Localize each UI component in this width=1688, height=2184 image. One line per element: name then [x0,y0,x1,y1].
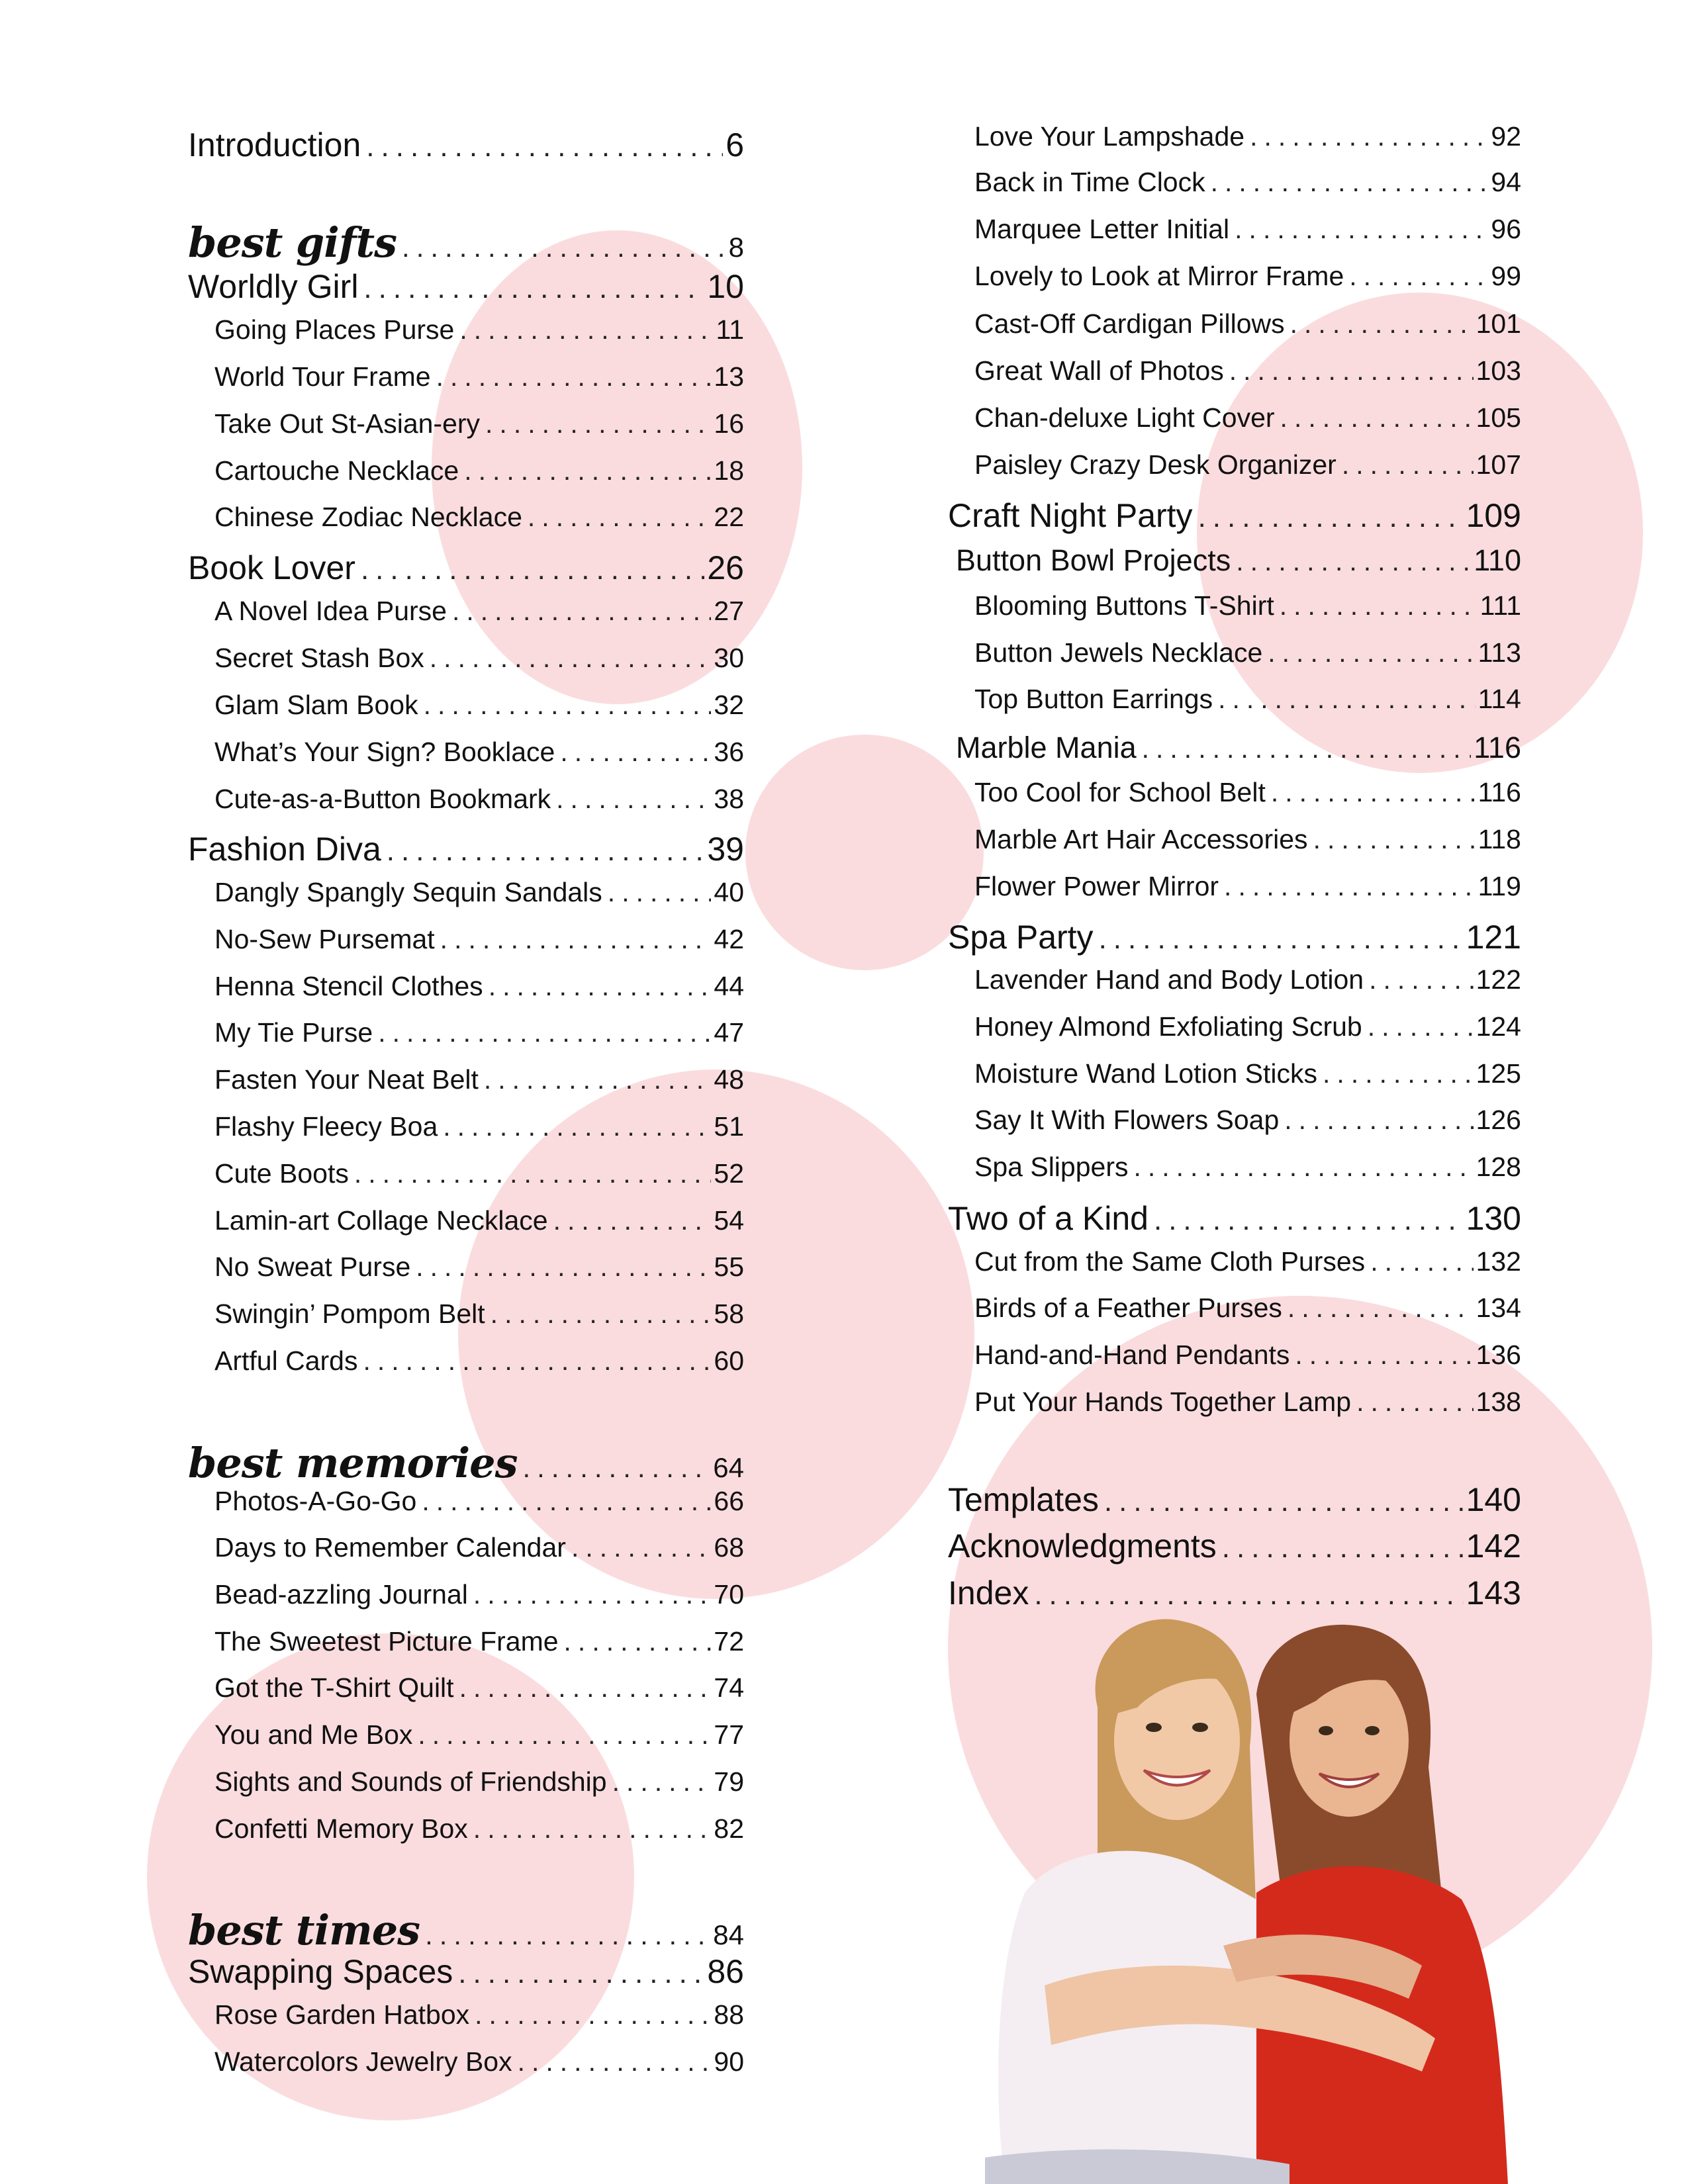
toc-page-number: 84 [713,1919,744,1950]
dot-leader [560,737,711,768]
dot-leader [1133,1152,1473,1183]
toc-page-number: 79 [714,1766,744,1797]
toc-entry-got-the-t-shirt-quilt [188,1672,744,1704]
toc-page-number: 10 [707,268,744,305]
toc-page-number: 40 [714,877,744,907]
toc-entry-index [948,1574,1521,1612]
toc-page-number: 107 [1476,449,1521,480]
toc-entry-no-sew-pursemat [188,924,744,955]
toc-entry-title: Book Lover [188,549,355,586]
dot-leader [553,1205,712,1236]
toc-entry-title: Marble Art Hair Accessories [974,824,1308,854]
toc-entry-title: Lamin-art Collage Necklace [214,1205,548,1236]
toc-entry-title: Moisture Wand Lotion Sticks [974,1058,1318,1089]
toc-page-number: 8 [728,232,744,263]
toc-entry-title: Swingin’ Pompom Belt [214,1298,485,1329]
dot-leader [612,1766,712,1797]
toc-entry-chan-deluxe-light-cover [948,402,1521,433]
toc-entry-title: Artful Cards [214,1345,358,1376]
toc-entry-title: Honey Almond Exfoliating Scrub [974,1011,1362,1042]
toc-entry-cast-off-cardigan-pillows [948,308,1521,340]
toc-page-number: 11 [716,314,744,345]
photo-two-girls-hugging [945,1615,1640,2184]
toc-entry-watercolors-jewelry-box [188,2046,744,2077]
toc-entry-title: Fasten Your Neat Belt [214,1064,479,1095]
toc-entry-button-bowl-projects [948,543,1521,578]
toc-entry-glam-slam-book [188,690,744,721]
toc-entry-best-gifts [188,218,744,267]
girls-illustration [945,1615,1640,2184]
toc-entry-title: Flashy Fleecy Boa [214,1111,438,1142]
toc-entry-craft-night-party [948,496,1521,535]
toc-page-number: 64 [713,1452,744,1483]
toc-page-number: 30 [714,643,744,673]
toc-entry-button-jewels-necklace [948,637,1521,668]
dot-leader [1229,355,1474,387]
dot-leader [484,1064,712,1095]
toc-entry-two-of-a-kind [948,1199,1521,1238]
dot-leader [1290,308,1474,340]
toc-entry-title: Flower Power Mirror [974,871,1219,901]
dot-leader [464,455,711,486]
toc-entry-going-places-purse [188,314,744,345]
toc-entry-moisture-wand-lotion-sticks [948,1058,1521,1089]
toc-entry-title: Birds of a Feather Purses [974,1293,1282,1323]
toc-page-number: 27 [714,596,744,626]
toc-entry-artful-cards [188,1345,744,1377]
dot-leader [528,502,711,533]
dot-leader [424,690,712,721]
decorative-bubble [458,1069,974,1599]
dot-leader [378,1017,711,1048]
toc-page-number: 90 [714,2046,744,2077]
toc-entry-fasten-your-neat-belt [188,1064,744,1095]
toc-entry-title: Secret Stash Box [214,643,424,673]
toc-entry-title: Lavender Hand and Body Lotion [974,964,1364,995]
toc-entry-title: Rose Garden Hatbox [214,1999,470,2030]
toc-page-number: 94 [1491,167,1521,197]
toc-entry-worldly-girl [188,267,744,306]
toc-entry-title: Bead-azzling Journal [214,1579,468,1610]
toc-page-number: 140 [1466,1481,1521,1518]
toc-entry-title: Watercolors Jewelry Box [214,2046,512,2077]
dot-leader [430,643,712,674]
toc-page-number: 101 [1476,308,1521,339]
toc-page-number: 103 [1476,355,1521,386]
toc-page-number: 16 [714,408,744,439]
toc-page-number: 132 [1476,1246,1521,1277]
toc-entry-title: Fashion Diva [188,831,381,868]
toc-page-number: 72 [714,1626,744,1657]
dot-leader [1250,121,1488,152]
toc-entry-fashion-diva [188,830,744,868]
dot-leader [459,1672,712,1704]
toc-entry-marquee-letter-initial [948,214,1521,245]
toc-page-number: 105 [1476,402,1521,433]
toc-entry-book-lover [188,549,744,587]
toc-page-number: 60 [714,1345,744,1376]
dot-leader [608,877,712,908]
dot-leader [523,1452,711,1484]
toc-entry-dangly-spangly-sequin-sandals [188,877,744,908]
dot-leader [1368,1011,1474,1042]
toc-entry-say-it-with-flowers-soap [948,1105,1521,1136]
toc-entry-title: No-Sew Pursemat [214,924,435,954]
toc-page-number: 6 [726,126,744,163]
toc-page-number: 126 [1476,1105,1521,1135]
toc-entry-a-novel-idea-purse [188,596,744,627]
toc-page-number: 142 [1466,1527,1521,1565]
toc-entry-title: Say It With Flowers Soap [974,1105,1280,1135]
toc-entry-flashy-fleecy-boa [188,1111,744,1142]
toc-entry-title: Chan-deluxe Light Cover [974,402,1275,433]
toc-page-number: 58 [714,1298,744,1329]
toc-entry-acknowledgments [948,1527,1521,1565]
toc-entry-title: Confetti Memory Box [214,1813,468,1844]
toc-entry-lovely-to-look-at-mirror-frame [948,261,1521,292]
dot-leader [416,1251,711,1283]
dot-leader [571,1532,711,1563]
dot-leader [1268,637,1475,668]
dot-leader [1224,871,1476,902]
toc-page-number: 136 [1476,1340,1521,1370]
dot-leader [489,971,712,1002]
toc-entry-title: Going Places Purse [214,314,455,345]
toc-entry-secret-stash-box [188,643,744,674]
dot-leader [459,314,713,345]
dot-leader [491,1298,712,1330]
dot-leader [402,232,726,263]
dot-leader [422,1486,711,1517]
toc-page-number: 26 [707,549,744,586]
toc-entry-best-memories [188,1439,744,1487]
toc-page-number: 114 [1477,684,1521,714]
toc-entry-title: Too Cool for School Belt [974,777,1266,807]
toc-page-number: 113 [1477,637,1521,668]
toc-entry-great-wall-of-photos [948,355,1521,387]
toc-entry-cut-from-the-same-cloth-purses [948,1246,1521,1277]
toc-entry-you-and-me-box [188,1719,744,1751]
toc-page-number: 134 [1476,1293,1521,1323]
dot-leader [418,1719,711,1751]
toc-entry-title: Photos-A-Go-Go [214,1486,417,1516]
toc-entry-title: Paisley Crazy Desk Organizer [974,449,1336,480]
toc-entry-introduction [188,126,744,164]
dot-leader [1295,1340,1473,1371]
toc-entry-title: World Tour Frame [214,361,431,392]
toc-entry-title: Take Out St-Asian-ery [214,408,481,439]
dot-leader [452,596,711,627]
toc-entry-title: Days to Remember Calendar [214,1532,566,1563]
dot-leader [556,784,711,815]
dot-leader [1034,1578,1463,1612]
dot-leader [1356,1387,1473,1418]
toc-entry-blooming-buttons-t-shirt [948,590,1521,621]
toc-page-number: 44 [714,971,744,1001]
toc-entry-marble-art-hair-accessories [948,824,1521,855]
dot-leader [475,1999,711,2030]
dot-leader [1235,214,1488,245]
toc-entry-title: Glam Slam Book [214,690,418,720]
toc-entry-spa-party [948,918,1521,956]
toc-entry-title: Marble Mania [956,731,1137,764]
toc-entry-top-button-earrings [948,684,1521,715]
toc-entry-lamin-art-collage-necklace [188,1205,744,1236]
toc-page-number: 52 [714,1158,744,1189]
toc-entry-title: No Sweat Purse [214,1251,411,1282]
toc-page-number: 68 [714,1532,744,1563]
dot-leader [564,1626,712,1657]
toc-page-number: 48 [714,1064,744,1095]
dot-leader [425,1919,710,1951]
dot-leader [1280,402,1474,433]
toc-entry-title: Cast-Off Cardigan Pillows [974,308,1285,339]
toc-entry-title: Back in Time Clock [974,167,1205,197]
dot-leader [1211,167,1489,198]
dot-leader [1104,1485,1464,1518]
toc-entry-title: Love Your Lampshade [974,121,1245,152]
toc-page-number: 111 [1479,590,1521,621]
dot-leader [1288,1293,1474,1324]
toc-page-number: 55 [714,1251,744,1282]
dot-leader [1342,449,1474,480]
dot-leader [1142,733,1472,764]
toc-page-number: 74 [714,1672,744,1703]
toc-page-number: 18 [714,455,744,486]
toc-entry-birds-of-a-feather-purses [948,1293,1521,1324]
dot-leader [473,1813,712,1844]
toc-page-number: 116 [1474,731,1521,764]
toc-entry-title: Hand-and-Hand Pendants [974,1340,1290,1370]
toc-entry-title: Lovely to Look at Mirror Frame [974,261,1344,291]
toc-page-number: 122 [1476,964,1521,995]
dot-leader [1323,1058,1474,1089]
toc-page-number: 51 [714,1111,744,1142]
toc-entry-honey-almond-exfoliating-scrub [948,1011,1521,1042]
dot-leader [366,130,723,163]
toc-page-number: 119 [1477,871,1521,901]
dot-leader [436,361,712,392]
toc-entry-spa-slippers [948,1152,1521,1183]
toc-page-number: 92 [1491,121,1521,152]
dot-leader [473,1579,711,1610]
toc-entry-templates [948,1480,1521,1519]
toc-entry-title: Cute-as-a-Button Bookmark [214,784,551,814]
dot-leader [1284,1105,1473,1136]
toc-entry-cute-as-a-button-bookmark [188,784,744,815]
dot-leader [1099,923,1464,956]
toc-entry-title: Button Bowl Projects [956,543,1231,577]
dot-leader [363,272,704,305]
toc-entry-paisley-crazy-desk-organizer [948,449,1521,480]
toc-entry-title: Top Button Earrings [974,684,1213,714]
toc-entry-world-tour-frame [188,361,744,392]
toc-page-number: 86 [707,1953,744,1990]
dot-leader [440,924,712,955]
toc-entry-title: Got the T-Shirt Quilt [214,1672,454,1703]
dot-leader [485,408,711,439]
toc-entry-no-sweat-purse [188,1251,744,1283]
dot-leader [1154,1204,1464,1237]
toc-page-number: 96 [1491,214,1521,244]
dot-leader [1349,261,1488,292]
toc-entry-title: Put Your Hands Together Lamp [974,1387,1352,1417]
toc-entry-title: Button Jewels Necklace [974,637,1263,668]
toc-page-number: 138 [1476,1387,1521,1417]
dot-leader [1280,590,1477,621]
toc-entry-flower-power-mirror [948,871,1521,902]
dot-leader [1271,777,1476,808]
toc-page-number: 109 [1466,497,1521,534]
toc-entry-title: Dangly Spangly Sequin Sandals [214,877,602,907]
toc-entry-title: Spa Party [948,919,1094,956]
toc-entry-title: Two of a Kind [948,1200,1149,1237]
toc-page-number: 77 [714,1719,744,1750]
dot-leader [1313,824,1476,855]
toc-entry-days-to-remember-calendar [188,1532,744,1563]
dot-leader [354,1158,712,1189]
toc-entry-title: Cute Boots [214,1158,349,1189]
toc-page-number: 32 [714,690,744,720]
toc-page-number: 66 [714,1486,744,1516]
toc-entry-title: best gifts [188,218,397,267]
toc-entry-title: Great Wall of Photos [974,355,1224,386]
toc-entry-swapping-spaces [188,1952,744,1991]
toc-entry-title: My Tie Purse [214,1017,373,1048]
toc-page-number: 82 [714,1813,744,1844]
toc-entry-title: Swapping Spaces [188,1953,453,1990]
toc-entry-title: Marquee Letter Initial [974,214,1230,244]
dot-leader [1236,546,1471,577]
toc-entry-title: Blooming Buttons T-Shirt [974,590,1274,621]
toc-entry-title: Craft Night Party [948,497,1193,534]
toc-page-number: 38 [714,784,744,814]
toc-page-number: 42 [714,924,744,954]
toc-page-number: 70 [714,1579,744,1610]
toc-entry-take-out-st-asian-ery [188,408,744,439]
dot-leader [518,2046,712,2077]
toc-page-number: 22 [714,502,744,532]
dot-leader [363,1345,711,1377]
toc-entry-photos-a-go-go [188,1486,744,1517]
toc-entry-title: Templates [948,1481,1099,1518]
toc-entry-title: Acknowledgments [948,1527,1217,1565]
toc-page-number: 88 [714,1999,744,2030]
toc-entry-title: Sights and Sounds of Friendship [214,1766,607,1797]
toc-entry-confetti-memory-box [188,1813,744,1844]
dot-leader [443,1111,711,1142]
toc-page-number: 47 [714,1017,744,1048]
toc-entry-title: Chinese Zodiac Necklace [214,502,522,532]
toc-entry-title: best times [188,1906,420,1954]
toc-entry-best-times [188,1906,744,1954]
toc-page-number: 124 [1476,1011,1521,1042]
dot-leader [1198,501,1464,534]
toc-entry-title: best memories [188,1439,518,1487]
toc-entry-too-cool-for-school-belt [948,777,1521,808]
dot-leader [361,553,704,586]
toc-page-number: 143 [1466,1574,1521,1612]
dot-leader [387,835,705,868]
dot-leader [1370,1246,1473,1277]
toc-entry-what-s-your-sign-booklace [188,737,744,768]
toc-entry-title: A Novel Idea Purse [214,596,447,626]
toc-entry-title: Introduction [188,126,361,163]
toc-entry-back-in-time-clock [948,167,1521,198]
toc-page-number: 116 [1477,777,1521,807]
toc-entry-title: Henna Stencil Clothes [214,971,483,1001]
toc-entry-title: You and Me Box [214,1719,413,1750]
toc-entry-rose-garden-hatbox [188,1999,744,2030]
toc-entry-title: Cartouche Necklace [214,455,459,486]
toc-entry-love-your-lampshade [948,121,1521,152]
toc-entry-hand-and-hand-pendants [948,1340,1521,1371]
toc-page-number: 36 [714,737,744,767]
toc-entry-chinese-zodiac-necklace [188,502,744,533]
dot-leader [458,1957,704,1990]
toc-entry-bead-azzling-journal [188,1579,744,1610]
toc-entry-swingin-pompom-belt [188,1298,744,1330]
toc-entry-title: Cut from the Same Cloth Purses [974,1246,1366,1277]
toc-page-number: 54 [714,1205,744,1236]
toc-entry-title: The Sweetest Picture Frame [214,1626,559,1657]
toc-entry-cartouche-necklace [188,455,744,486]
toc-page-number: 110 [1474,543,1521,577]
toc-entry-title: What’s Your Sign? Booklace [214,737,555,767]
toc-entry-cute-boots [188,1158,744,1189]
toc-entry-lavender-hand-and-body-lotion [948,964,1521,995]
toc-page-number: 130 [1466,1200,1521,1237]
toc-entry-title: Worldly Girl [188,268,359,305]
toc-entry-marble-mania [948,731,1521,765]
toc-entry-title: Spa Slippers [974,1152,1129,1182]
toc-entry-my-tie-purse [188,1017,744,1048]
toc-page-number: 121 [1466,919,1521,956]
toc-entry-henna-stencil-clothes [188,971,744,1002]
toc-entry-put-your-hands-together-lamp [948,1387,1521,1418]
toc-page-number: 118 [1477,824,1521,854]
dot-leader [1218,684,1476,715]
toc-page-number: 39 [707,831,744,868]
toc-entry-sights-and-sounds-of-friendship [188,1766,744,1797]
toc-entry-the-sweetest-picture-frame [188,1626,744,1657]
dot-leader [1369,964,1473,995]
toc-page-number: 13 [714,361,744,392]
toc-entry-title: Index [948,1574,1029,1612]
toc-page-number: 99 [1491,261,1521,291]
dot-leader [1222,1531,1464,1565]
toc-page-number: 125 [1476,1058,1521,1089]
toc-page-number: 128 [1476,1152,1521,1182]
